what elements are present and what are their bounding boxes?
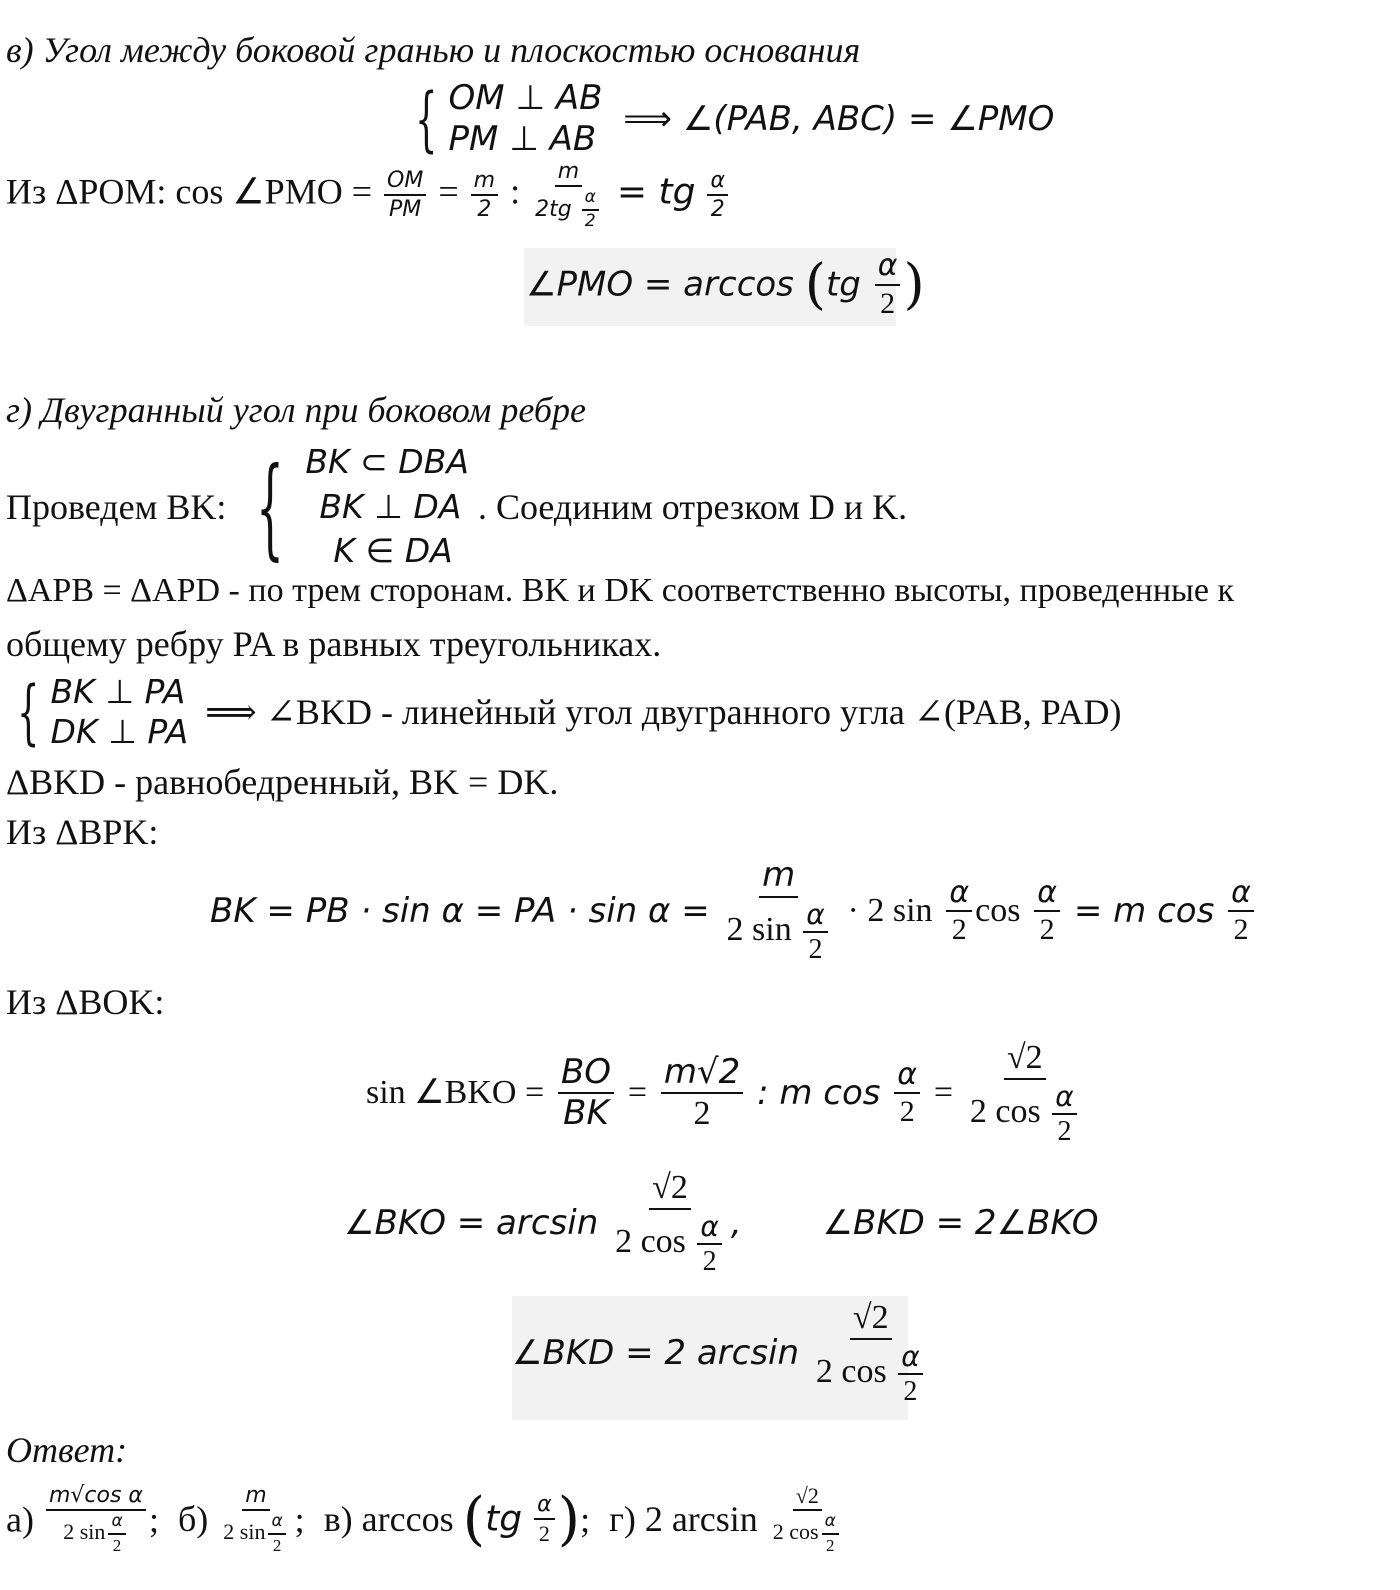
linear-angle-line: { BK ⊥ PA DK ⊥ PA ⟹ ∠BKD - линейный угол двугранного угла ∠(PAB, PAD) — [17, 670, 1122, 753]
alpha-over-2: $\frac{\alpha}{2}$ — [534, 1493, 555, 1545]
answer-g-fraction: √2 2 cos $\frac{\alpha}{2}$ — [770, 1484, 845, 1555]
implication: ⟹ ∠(PAB, ABC) = ∠PMO — [623, 98, 1055, 139]
fraction-sqrt2-2cos: √2 2 cos $\frac{\alpha}{2}$ — [813, 1300, 929, 1406]
system-row: BK ⊥ DA — [319, 486, 462, 526]
draw-bk-line: Проведем BK: { BK ⊂ DBA BK ⊥ DA K ∈ DA . Соединим отрезком D и K. — [6, 440, 907, 574]
answer-g: г) 2 arcsin — [609, 1499, 758, 1540]
bko-formula: ∠BKO = arcsin √2 2 cos $\frac{\alpha}{2}$ , ∠BKD = 2∠BKO — [344, 1169, 1099, 1278]
fraction-m-2 — [471, 169, 498, 221]
fraction-m-2sin: m 2 sin $\frac{\alpha}{2}$ — [724, 858, 834, 964]
section-g-heading: г) Двугранный угол при боковом ребре — [6, 390, 586, 430]
bkd-lhs: ∠BKD = 2 arcsin — [512, 1333, 800, 1374]
cos-pmo-line — [6, 160, 731, 231]
numerator: OM — [384, 169, 426, 196]
system-row: DK ⊥ PA — [50, 711, 189, 751]
answer-b: б) — [177, 1499, 209, 1540]
system-row: K ∈ DA — [333, 531, 453, 571]
cos-lhs: cos ∠PMO = — [175, 171, 372, 212]
bk-lhs: BK = PB · sin α = PA · sin α = — [210, 891, 710, 932]
isosceles-line: ΔBKD - равнобедренный, BK = DK. — [6, 762, 559, 802]
answer-a: а) — [6, 1499, 34, 1540]
fraction-sqrt2-2cos: √2 2 cos $\frac{\alpha}{2}$ — [967, 1040, 1083, 1146]
alpha-over-2: $\frac{\alpha}{2}$ — [697, 1212, 721, 1277]
equal-triangles-line: ΔAPB = ΔAPD - по трем сторонам. BK и DK соответственно высоты, проведенные к — [6, 572, 1234, 609]
bko-lhs: ∠BKO = arcsin — [344, 1203, 599, 1244]
alpha-over-2: $\frac{\alpha}{2}$ — [1052, 1082, 1076, 1147]
alpha-over-2: $\frac{\alpha}{2}$ — [894, 1059, 920, 1128]
sin-bko-formula: sin ∠BKO = $\frac{BO}{BK}$ = $\frac{m√2}{2}$ : m cos $\frac{\alpha}{2}$ = √2 2 cos $\frac{\alpha}{2}$ — [366, 1040, 1086, 1146]
line-prefix: Из ΔPOM: — [6, 171, 167, 212]
system-row: BK ⊂ DBA — [305, 442, 469, 481]
bkd-equals-2bko: ∠BKD = 2∠BKO — [822, 1203, 1099, 1244]
alpha-over-2: $\frac{\alpha}{2}$ — [898, 1342, 922, 1407]
system-row: PM ⊥ AB — [448, 118, 597, 159]
answer-label: Ответ: — [6, 1430, 128, 1470]
alpha-over-2: $\frac{\alpha}{2}$ — [1228, 877, 1254, 946]
bkd-result — [512, 1300, 932, 1406]
answer-b-fraction: m 2 sin $\frac{\alpha}{2}$ — [220, 1484, 291, 1555]
fraction-bo-bk: $\frac{BO}{BK}$ — [558, 1055, 614, 1132]
denominator: 2tg $\frac{\alpha}{2}$ — [532, 187, 605, 231]
denominator: PM — [389, 197, 422, 223]
cos-word: cos — [975, 892, 1021, 930]
draw-suffix: . Соединим отрезком D и K. — [477, 486, 908, 527]
alpha-over-2: $\frac{\alpha}{2}$ — [822, 1513, 839, 1555]
fraction-msqrt2-2: $\frac{m√2}{2}$ — [661, 1055, 743, 1132]
common-edge-line: общему ребру PA в равных треугольниках. — [6, 624, 662, 664]
from-bpk-line: Из ΔBPK: — [6, 812, 159, 852]
system-row: BK ⊥ PA — [50, 672, 186, 711]
section-v-system-line: { OM ⊥ AB PM ⊥ AB ⟹ ∠(PAB, ABC) = ∠PMO — [415, 77, 1055, 160]
sin-lhs: sin ∠BKO = — [366, 1074, 545, 1112]
colon-mcos: : m cos — [757, 1073, 881, 1114]
fraction-sqrt2-2cos: √2 2 cos $\frac{\alpha}{2}$ — [612, 1170, 728, 1276]
equals: = — [438, 171, 459, 212]
m-cos: = m cos — [1073, 891, 1215, 932]
alpha-over-2: $\frac{\alpha}{2}$ — [875, 250, 901, 319]
result-lhs: ∠PMO = arccos — [526, 264, 794, 305]
alpha-over-2: $\frac{\alpha}{2}$ — [268, 1513, 285, 1555]
alpha-over-2: $\frac{\alpha}{2}$ — [108, 1513, 125, 1555]
from-bok-line: Из ΔBOK: — [6, 982, 165, 1022]
answer-a-fraction: m√cos α 2 sin $\frac{\alpha}{2}$ — [46, 1484, 146, 1555]
bk-mid: · 2 sin — [847, 892, 933, 930]
fraction-m-2tg — [532, 160, 605, 231]
alpha-over-2: $\frac{\alpha}{2}$ — [1034, 877, 1060, 946]
draw-prefix: Проведем BK: — [6, 486, 227, 527]
denominator: 2 — [477, 197, 492, 223]
alpha-over-2: $\frac{\alpha}{2}$ — [707, 169, 728, 221]
divide-colon: : — [510, 171, 521, 212]
fraction-om-pm — [384, 169, 426, 221]
numerator: m — [555, 160, 582, 187]
tail-tg: = tg — [616, 171, 696, 213]
system-row: OM ⊥ AB — [448, 78, 603, 118]
answer-line: а) m√cos α 2 sin $\frac{\alpha}{2}$ ; б) m 2 sin $\frac{\alpha}{2}$ ; в) arccos (tg $\frac{\alpha}{2}$ ); г) 2 arcsin √2 2 cos $\frac{\alpha}{2}$ — [6, 1484, 848, 1555]
bk-formula — [210, 855, 1257, 966]
answer-v: в) arccos — [323, 1499, 454, 1540]
result-pmo: ∠PMO = arccos (tg $\frac{\alpha}{2}$ ) — [526, 248, 925, 320]
alpha-over-2: $\frac{\alpha}{2}$ — [803, 900, 827, 965]
alpha-over-2: $\frac{\alpha}{2}$ — [946, 877, 972, 946]
alpha-over-2: $\frac{\alpha}{2}$ — [582, 189, 599, 231]
linear-angle-text: ⟹ ∠BKD - линейный угол двугранного угла ∠(PAB, PAD) — [205, 691, 1122, 732]
numerator: m — [471, 169, 498, 196]
section-v-heading: в) Угол между боковой гранью и плоскостью основания — [6, 30, 861, 70]
